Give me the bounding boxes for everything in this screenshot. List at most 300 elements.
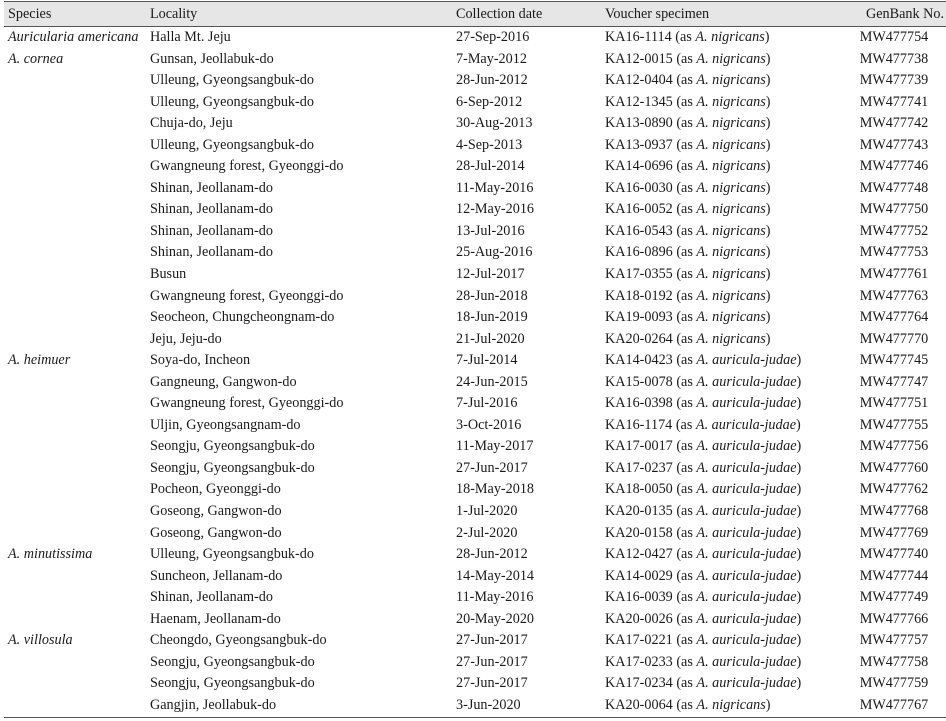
collection-date-cell: 28-Jun-2012 — [456, 546, 528, 563]
voucher-as-prefix: (as — [676, 373, 697, 390]
locality-cell: Ulleung, Gyeongsangbuk-do — [150, 546, 314, 563]
collection-date-cell: 7-Jul-2014 — [456, 352, 518, 369]
voucher-id: KA14-0696 — [605, 158, 673, 175]
voucher-as-name: A. nigricans — [696, 330, 766, 347]
voucher-as-prefix: (as — [676, 50, 697, 67]
voucher-as-prefix: (as — [676, 115, 697, 132]
voucher-as-suffix: ) — [764, 29, 770, 45]
genbank-no-cell: MW477762 — [859, 481, 929, 498]
collection-date-cell: 6-Sep-2012 — [456, 93, 523, 110]
collection-date-cell: 7-Jul-2016 — [456, 395, 518, 412]
voucher-specimen-cell — [605, 372, 840, 394]
locality-cell: Halla Mt. Jeju — [150, 29, 231, 45]
voucher-as-prefix: (as — [676, 567, 697, 584]
header-row — [4, 2, 946, 27]
voucher-as-prefix: (as — [676, 610, 697, 627]
genbank-no-cell: MW477755 — [859, 416, 929, 433]
collection-date-cell: 18-Jun-2019 — [456, 309, 528, 326]
voucher-specimen-cell — [605, 393, 840, 415]
collection-date-cell: 12-Jul-2017 — [456, 266, 525, 283]
voucher-specimen-cell — [605, 329, 840, 351]
voucher-specimen-cell — [605, 264, 840, 286]
voucher-as-suffix: ) — [765, 179, 771, 196]
table-row — [4, 70, 946, 92]
table-row — [4, 609, 946, 631]
voucher-as-suffix: ) — [796, 395, 802, 412]
voucher-as-suffix: ) — [765, 136, 771, 153]
locality-cell: Goseong, Gangwon-do — [150, 524, 282, 541]
table-row — [4, 652, 946, 674]
voucher-id: KA12-1345 — [605, 93, 673, 110]
genbank-no-cell: MW477744 — [859, 567, 929, 584]
collection-date-cell: 14-May-2014 — [456, 567, 535, 584]
species-cell — [4, 70, 150, 92]
locality-cell: Gunsan, Jeollabuk-do — [150, 50, 274, 67]
locality-cell: Gwangneung forest, Gyeonggi-do — [150, 158, 344, 175]
table-row — [4, 630, 946, 652]
locality-cell: Pocheon, Gyeonggi-do — [150, 481, 281, 498]
voucher-id: KA17-0234 — [605, 675, 673, 692]
voucher-id: KA16-1114 — [605, 29, 672, 45]
locality-cell: Suncheon, Jellanam-do — [150, 567, 283, 584]
voucher-specimen-cell — [605, 436, 840, 458]
voucher-id: KA13-0937 — [605, 136, 673, 153]
genbank-no-cell: MW477770 — [859, 330, 929, 347]
species-cell — [4, 372, 150, 394]
specimen-table-container — [4, 1, 944, 718]
locality-cell: Ulleung, Gyeongsangbuk-do — [150, 136, 314, 153]
voucher-as-prefix: (as — [676, 524, 697, 541]
locality-cell: Shinan, Jeollanam-do — [150, 201, 273, 218]
voucher-id: KA17-0221 — [605, 632, 673, 649]
collection-date-cell: 27-Jun-2017 — [456, 459, 528, 476]
species-cell — [4, 587, 150, 609]
locality-cell: Busun — [150, 266, 187, 283]
voucher-specimen-cell — [605, 92, 840, 114]
voucher-specimen-cell — [605, 178, 840, 200]
voucher-id: KA16-0039 — [605, 589, 673, 606]
species-cell — [4, 393, 150, 415]
locality-cell: Shinan, Jeollanam-do — [150, 244, 273, 261]
voucher-specimen-cell — [605, 695, 840, 717]
voucher-as-suffix: ) — [796, 481, 802, 498]
voucher-as-name: A. nigricans — [696, 179, 766, 196]
collection-date-cell: 4-Sep-2013 — [456, 136, 523, 153]
voucher-as-name: A. nigricans — [696, 309, 766, 326]
voucher-specimen-cell — [605, 652, 840, 674]
voucher-as-name: A. nigricans — [696, 287, 766, 304]
voucher-id: KA20-0064 — [605, 696, 673, 713]
voucher-specimen-cell — [605, 479, 840, 501]
species-cell — [4, 501, 150, 523]
voucher-id: KA12-0404 — [605, 72, 673, 89]
species-cell — [4, 221, 150, 243]
voucher-as-name: A. auricula-judae — [696, 567, 797, 584]
voucher-as-suffix: ) — [796, 524, 802, 541]
locality-cell: Cheongdo, Gyeongsangbuk-do — [150, 632, 327, 649]
voucher-id: KA16-0896 — [605, 244, 673, 261]
species-cell-text: A. villosula — [8, 632, 73, 649]
voucher-as-name: A. nigricans — [696, 72, 766, 89]
species-cell — [4, 415, 150, 437]
voucher-specimen-cell — [605, 242, 840, 264]
table-body — [4, 27, 946, 718]
table-row — [4, 458, 946, 480]
voucher-as-name: A. auricula-judae — [696, 459, 797, 476]
voucher-as-suffix: ) — [796, 373, 802, 390]
collection-date-cell: 25-Aug-2016 — [456, 244, 533, 261]
voucher-specimen-cell — [605, 27, 840, 49]
voucher-as-suffix: ) — [796, 546, 802, 563]
voucher-as-name: A. nigricans — [696, 244, 766, 261]
locality-cell: Gangjin, Jeollabuk-do — [150, 696, 277, 713]
voucher-as-suffix: ) — [765, 201, 771, 218]
collection-date-cell: 27-Jun-2017 — [456, 653, 528, 670]
voucher-id: KA12-0015 — [605, 50, 673, 67]
header-species: Species — [8, 6, 52, 22]
voucher-as-prefix: (as — [676, 459, 697, 476]
table-row — [4, 156, 946, 178]
locality-cell: Ulleung, Gyeongsangbuk-do — [150, 93, 314, 110]
voucher-as-suffix: ) — [765, 244, 771, 261]
genbank-no-cell: MW477749 — [859, 589, 929, 606]
genbank-no-cell: MW477764 — [859, 309, 929, 326]
species-cell — [4, 286, 150, 308]
species-cell-text: A. minutissima — [8, 546, 93, 563]
voucher-as-name: A. nigricans — [696, 222, 766, 239]
voucher-as-suffix: ) — [796, 459, 802, 476]
collection-date-cell: 21-Jul-2020 — [456, 330, 525, 347]
locality-cell: Shinan, Jeollanam-do — [150, 179, 273, 196]
header-genbank-no: GenBank No. — [865, 6, 944, 22]
table-row — [4, 113, 946, 135]
voucher-id: KA17-0355 — [605, 266, 673, 283]
genbank-no-cell: MW477748 — [859, 179, 929, 196]
voucher-specimen-cell — [605, 221, 840, 243]
voucher-as-prefix: (as — [676, 93, 697, 110]
voucher-as-suffix: ) — [796, 352, 802, 369]
genbank-no-cell: MW477751 — [859, 395, 929, 412]
voucher-id: KA14-0029 — [605, 567, 673, 584]
voucher-as-prefix: (as — [675, 29, 696, 45]
voucher-id: KA16-0543 — [605, 222, 673, 239]
table-row — [4, 673, 946, 695]
genbank-no-cell: MW477742 — [859, 115, 929, 132]
genbank-no-cell: MW477738 — [859, 50, 929, 67]
species-cell — [4, 652, 150, 674]
voucher-as-prefix: (as — [676, 244, 697, 261]
voucher-as-name: A. auricula-judae — [696, 438, 797, 455]
voucher-as-prefix: (as — [676, 309, 697, 326]
table-row — [4, 523, 946, 545]
voucher-specimen-cell — [605, 307, 840, 329]
header-voucher-specimen: Voucher specimen — [605, 6, 710, 22]
species-cell — [4, 436, 150, 458]
voucher-specimen-cell — [605, 458, 840, 480]
voucher-as-name: A. auricula-judae — [696, 373, 797, 390]
collection-date-cell: 27-Sep-2016 — [456, 29, 530, 45]
species-cell — [4, 156, 150, 178]
locality-cell: Gwangneung forest, Gyeonggi-do — [150, 395, 344, 412]
voucher-as-suffix: ) — [796, 438, 802, 455]
voucher-id: KA20-0158 — [605, 524, 673, 541]
voucher-as-prefix: (as — [676, 136, 697, 153]
table-row — [4, 372, 946, 394]
voucher-as-prefix: (as — [676, 222, 697, 239]
voucher-as-prefix: (as — [676, 675, 697, 692]
collection-date-cell: 27-Jun-2017 — [456, 675, 528, 692]
genbank-no-cell: MW477768 — [859, 503, 929, 520]
voucher-id: KA16-0030 — [605, 179, 673, 196]
voucher-id: KA18-0050 — [605, 481, 673, 498]
voucher-as-prefix: (as — [676, 158, 697, 175]
locality-cell: Uljin, Gyeongsangnam-do — [150, 416, 301, 433]
genbank-no-cell: MW477769 — [859, 524, 929, 541]
species-cell — [4, 199, 150, 221]
voucher-as-name: A. auricula-judae — [696, 503, 797, 520]
voucher-specimen-cell — [605, 673, 840, 695]
locality-cell: Seongju, Gyeongsangbuk-do — [150, 675, 315, 692]
voucher-as-suffix: ) — [796, 589, 802, 606]
collection-date-cell: 28-Jun-2012 — [456, 72, 528, 89]
voucher-as-prefix: (as — [676, 72, 697, 89]
species-cell — [4, 350, 150, 372]
species-cell — [4, 479, 150, 501]
voucher-specimen-cell — [605, 415, 840, 437]
species-cell — [4, 630, 150, 652]
collection-date-cell: 24-Jun-2015 — [456, 373, 528, 390]
locality-cell: Seocheon, Chungcheongnam-do — [150, 309, 335, 326]
collection-date-cell: 27-Jun-2017 — [456, 632, 528, 649]
collection-date-cell: 28-Jul-2014 — [456, 158, 525, 175]
voucher-as-name: A. auricula-judae — [696, 610, 797, 627]
voucher-as-prefix: (as — [676, 632, 697, 649]
voucher-specimen-cell — [605, 350, 840, 372]
species-cell — [4, 329, 150, 351]
species-cell — [4, 307, 150, 329]
voucher-specimen-cell — [605, 156, 840, 178]
voucher-specimen-cell — [605, 70, 840, 92]
species-cell — [4, 458, 150, 480]
genbank-no-cell: MW477767 — [859, 696, 929, 713]
genbank-no-cell: MW477743 — [859, 136, 929, 153]
voucher-as-prefix: (as — [676, 481, 697, 498]
voucher-id: KA16-0052 — [605, 201, 673, 218]
voucher-as-prefix: (as — [676, 589, 697, 606]
voucher-id: KA16-1174 — [605, 416, 673, 433]
voucher-specimen-cell — [605, 630, 840, 652]
species-cell-text: Auricularia americana — [8, 29, 139, 45]
table-row — [4, 479, 946, 501]
species-cell — [4, 523, 150, 545]
voucher-as-suffix: ) — [796, 653, 802, 670]
genbank-no-cell: MW477747 — [859, 373, 929, 390]
voucher-as-name: A. auricula-judae — [696, 352, 797, 369]
genbank-no-cell: MW477760 — [859, 459, 929, 476]
genbank-no-cell: MW477753 — [859, 244, 929, 261]
genbank-no-cell: MW477761 — [859, 266, 929, 283]
voucher-id: KA16-0398 — [605, 395, 673, 412]
voucher-as-prefix: (as — [675, 416, 696, 433]
species-cell-text: A. cornea — [8, 50, 64, 67]
locality-cell: Chuja-do, Jeju — [150, 115, 233, 132]
table-row — [4, 501, 946, 523]
voucher-id: KA20-0026 — [605, 610, 673, 627]
table-row — [4, 221, 946, 243]
genbank-no-cell: MW477746 — [859, 158, 929, 175]
voucher-specimen-cell — [605, 523, 840, 545]
voucher-as-prefix: (as — [676, 179, 697, 196]
voucher-as-name: A. nigricans — [696, 136, 766, 153]
species-cell — [4, 609, 150, 631]
voucher-id: KA13-0890 — [605, 115, 673, 132]
table-row — [4, 27, 946, 49]
voucher-specimen-cell — [605, 587, 840, 609]
species-cell — [4, 49, 150, 71]
species-cell — [4, 113, 150, 135]
voucher-as-prefix: (as — [676, 546, 697, 563]
voucher-id: KA18-0192 — [605, 287, 673, 304]
voucher-as-prefix: (as — [676, 352, 697, 369]
collection-date-cell: 1-Jul-2020 — [456, 503, 518, 520]
locality-cell: Ulleung, Gyeongsangbuk-do — [150, 72, 314, 89]
locality-cell: Seongju, Gyeongsangbuk-do — [150, 653, 315, 670]
locality-cell: Gwangneung forest, Gyeonggi-do — [150, 287, 344, 304]
voucher-id: KA12-0427 — [605, 546, 673, 563]
voucher-as-name: A. nigricans — [696, 201, 766, 218]
locality-cell: Jeju, Jeju-do — [150, 330, 222, 347]
voucher-as-name: A. nigricans — [696, 158, 766, 175]
voucher-as-suffix: ) — [765, 222, 771, 239]
collection-date-cell: 7-May-2012 — [456, 50, 527, 67]
table-row — [4, 695, 946, 717]
voucher-as-suffix: ) — [765, 72, 771, 89]
voucher-id: KA19-0093 — [605, 309, 673, 326]
voucher-as-name: A. auricula-judae — [696, 589, 797, 606]
voucher-as-suffix: ) — [765, 309, 771, 326]
genbank-no-cell: MW477756 — [859, 438, 929, 455]
table-row — [4, 92, 946, 114]
species-cell — [4, 695, 150, 717]
table-row — [4, 307, 946, 329]
voucher-as-suffix: ) — [796, 610, 802, 627]
collection-date-cell: 12-May-2016 — [456, 201, 535, 218]
voucher-specimen-cell — [605, 501, 840, 523]
voucher-specimen-cell — [605, 113, 840, 135]
table-row — [4, 415, 946, 437]
genbank-no-cell: MW477741 — [859, 93, 929, 110]
voucher-as-suffix: ) — [796, 416, 801, 433]
voucher-specimen-cell — [605, 544, 840, 566]
species-cell — [4, 242, 150, 264]
species-cell — [4, 92, 150, 114]
genbank-no-cell: MW477759 — [859, 675, 929, 692]
collection-date-cell: 18-May-2018 — [456, 481, 535, 498]
species-cell — [4, 178, 150, 200]
locality-cell: Haenam, Jeollanam-do — [150, 610, 281, 627]
collection-date-cell: 20-May-2020 — [456, 610, 535, 627]
table-row — [4, 350, 946, 372]
species-cell — [4, 544, 150, 566]
genbank-no-cell: MW477745 — [859, 352, 929, 369]
voucher-as-suffix: ) — [765, 696, 771, 713]
voucher-specimen-cell — [605, 566, 840, 588]
voucher-id: KA20-0135 — [605, 503, 673, 520]
voucher-as-prefix: (as — [676, 395, 697, 412]
voucher-specimen-cell — [605, 609, 840, 631]
voucher-id: KA20-0264 — [605, 330, 673, 347]
voucher-as-name: A. nigricans — [696, 93, 766, 110]
collection-date-cell: 11-May-2016 — [456, 179, 534, 196]
table-row — [4, 587, 946, 609]
header-locality: Locality — [150, 6, 198, 22]
table-row — [4, 242, 946, 264]
voucher-as-name: A. auricula-judae — [696, 546, 797, 563]
voucher-as-suffix: ) — [796, 632, 802, 649]
voucher-as-suffix: ) — [796, 567, 802, 584]
table-row — [4, 329, 946, 351]
voucher-as-suffix: ) — [765, 93, 771, 110]
voucher-specimen-cell — [605, 286, 840, 308]
voucher-id: KA17-0237 — [605, 459, 673, 476]
locality-cell: Soya-do, Incheon — [150, 352, 251, 369]
voucher-id: KA17-0233 — [605, 653, 673, 670]
species-cell — [4, 27, 150, 49]
locality-cell: Seongju, Gyeongsangbuk-do — [150, 459, 315, 476]
genbank-no-cell: MW477752 — [859, 222, 929, 239]
table-row — [4, 393, 946, 415]
locality-cell: Shinan, Jeollanam-do — [150, 589, 273, 606]
voucher-as-name: A. auricula-judae — [696, 481, 797, 498]
genbank-no-cell: MW477754 — [859, 29, 929, 45]
voucher-as-suffix: ) — [765, 266, 771, 283]
locality-cell: Goseong, Gangwon-do — [150, 503, 282, 520]
voucher-specimen-cell — [605, 135, 840, 157]
voucher-as-suffix: ) — [796, 675, 802, 692]
collection-date-cell: 30-Aug-2013 — [456, 115, 533, 132]
voucher-as-suffix: ) — [765, 115, 771, 132]
voucher-as-prefix: (as — [676, 696, 697, 713]
table-row — [4, 286, 946, 308]
locality-cell: Seongju, Gyeongsangbuk-do — [150, 438, 315, 455]
collection-date-cell: 3-Jun-2020 — [456, 696, 521, 713]
voucher-id: KA14-0423 — [605, 352, 673, 369]
voucher-as-prefix: (as — [676, 266, 697, 283]
voucher-as-name: A. auricula-judae — [696, 395, 797, 412]
genbank-no-cell: MW477758 — [859, 653, 929, 670]
genbank-no-cell: MW477766 — [859, 610, 929, 627]
table-row — [4, 199, 946, 221]
voucher-specimen-cell — [605, 199, 840, 221]
voucher-as-prefix: (as — [676, 503, 697, 520]
specimen-table — [4, 1, 946, 718]
voucher-as-prefix: (as — [676, 438, 697, 455]
table-row — [4, 135, 946, 157]
voucher-as-prefix: (as — [676, 287, 697, 304]
collection-date-cell: 13-Jul-2016 — [456, 222, 525, 239]
species-cell — [4, 264, 150, 286]
locality-cell: Gangneung, Gangwon-do — [150, 373, 297, 390]
voucher-id: KA17-0017 — [605, 438, 673, 455]
genbank-no-cell: MW477750 — [859, 201, 929, 218]
collection-date-cell: 28-Jun-2018 — [456, 287, 528, 304]
genbank-no-cell: MW477757 — [859, 632, 929, 649]
collection-date-cell: 11-May-2016 — [456, 589, 534, 606]
genbank-no-cell: MW477739 — [859, 72, 929, 89]
voucher-as-suffix: ) — [765, 158, 771, 175]
voucher-id: KA15-0078 — [605, 373, 673, 390]
header-collection-date: Collection date — [456, 6, 543, 22]
